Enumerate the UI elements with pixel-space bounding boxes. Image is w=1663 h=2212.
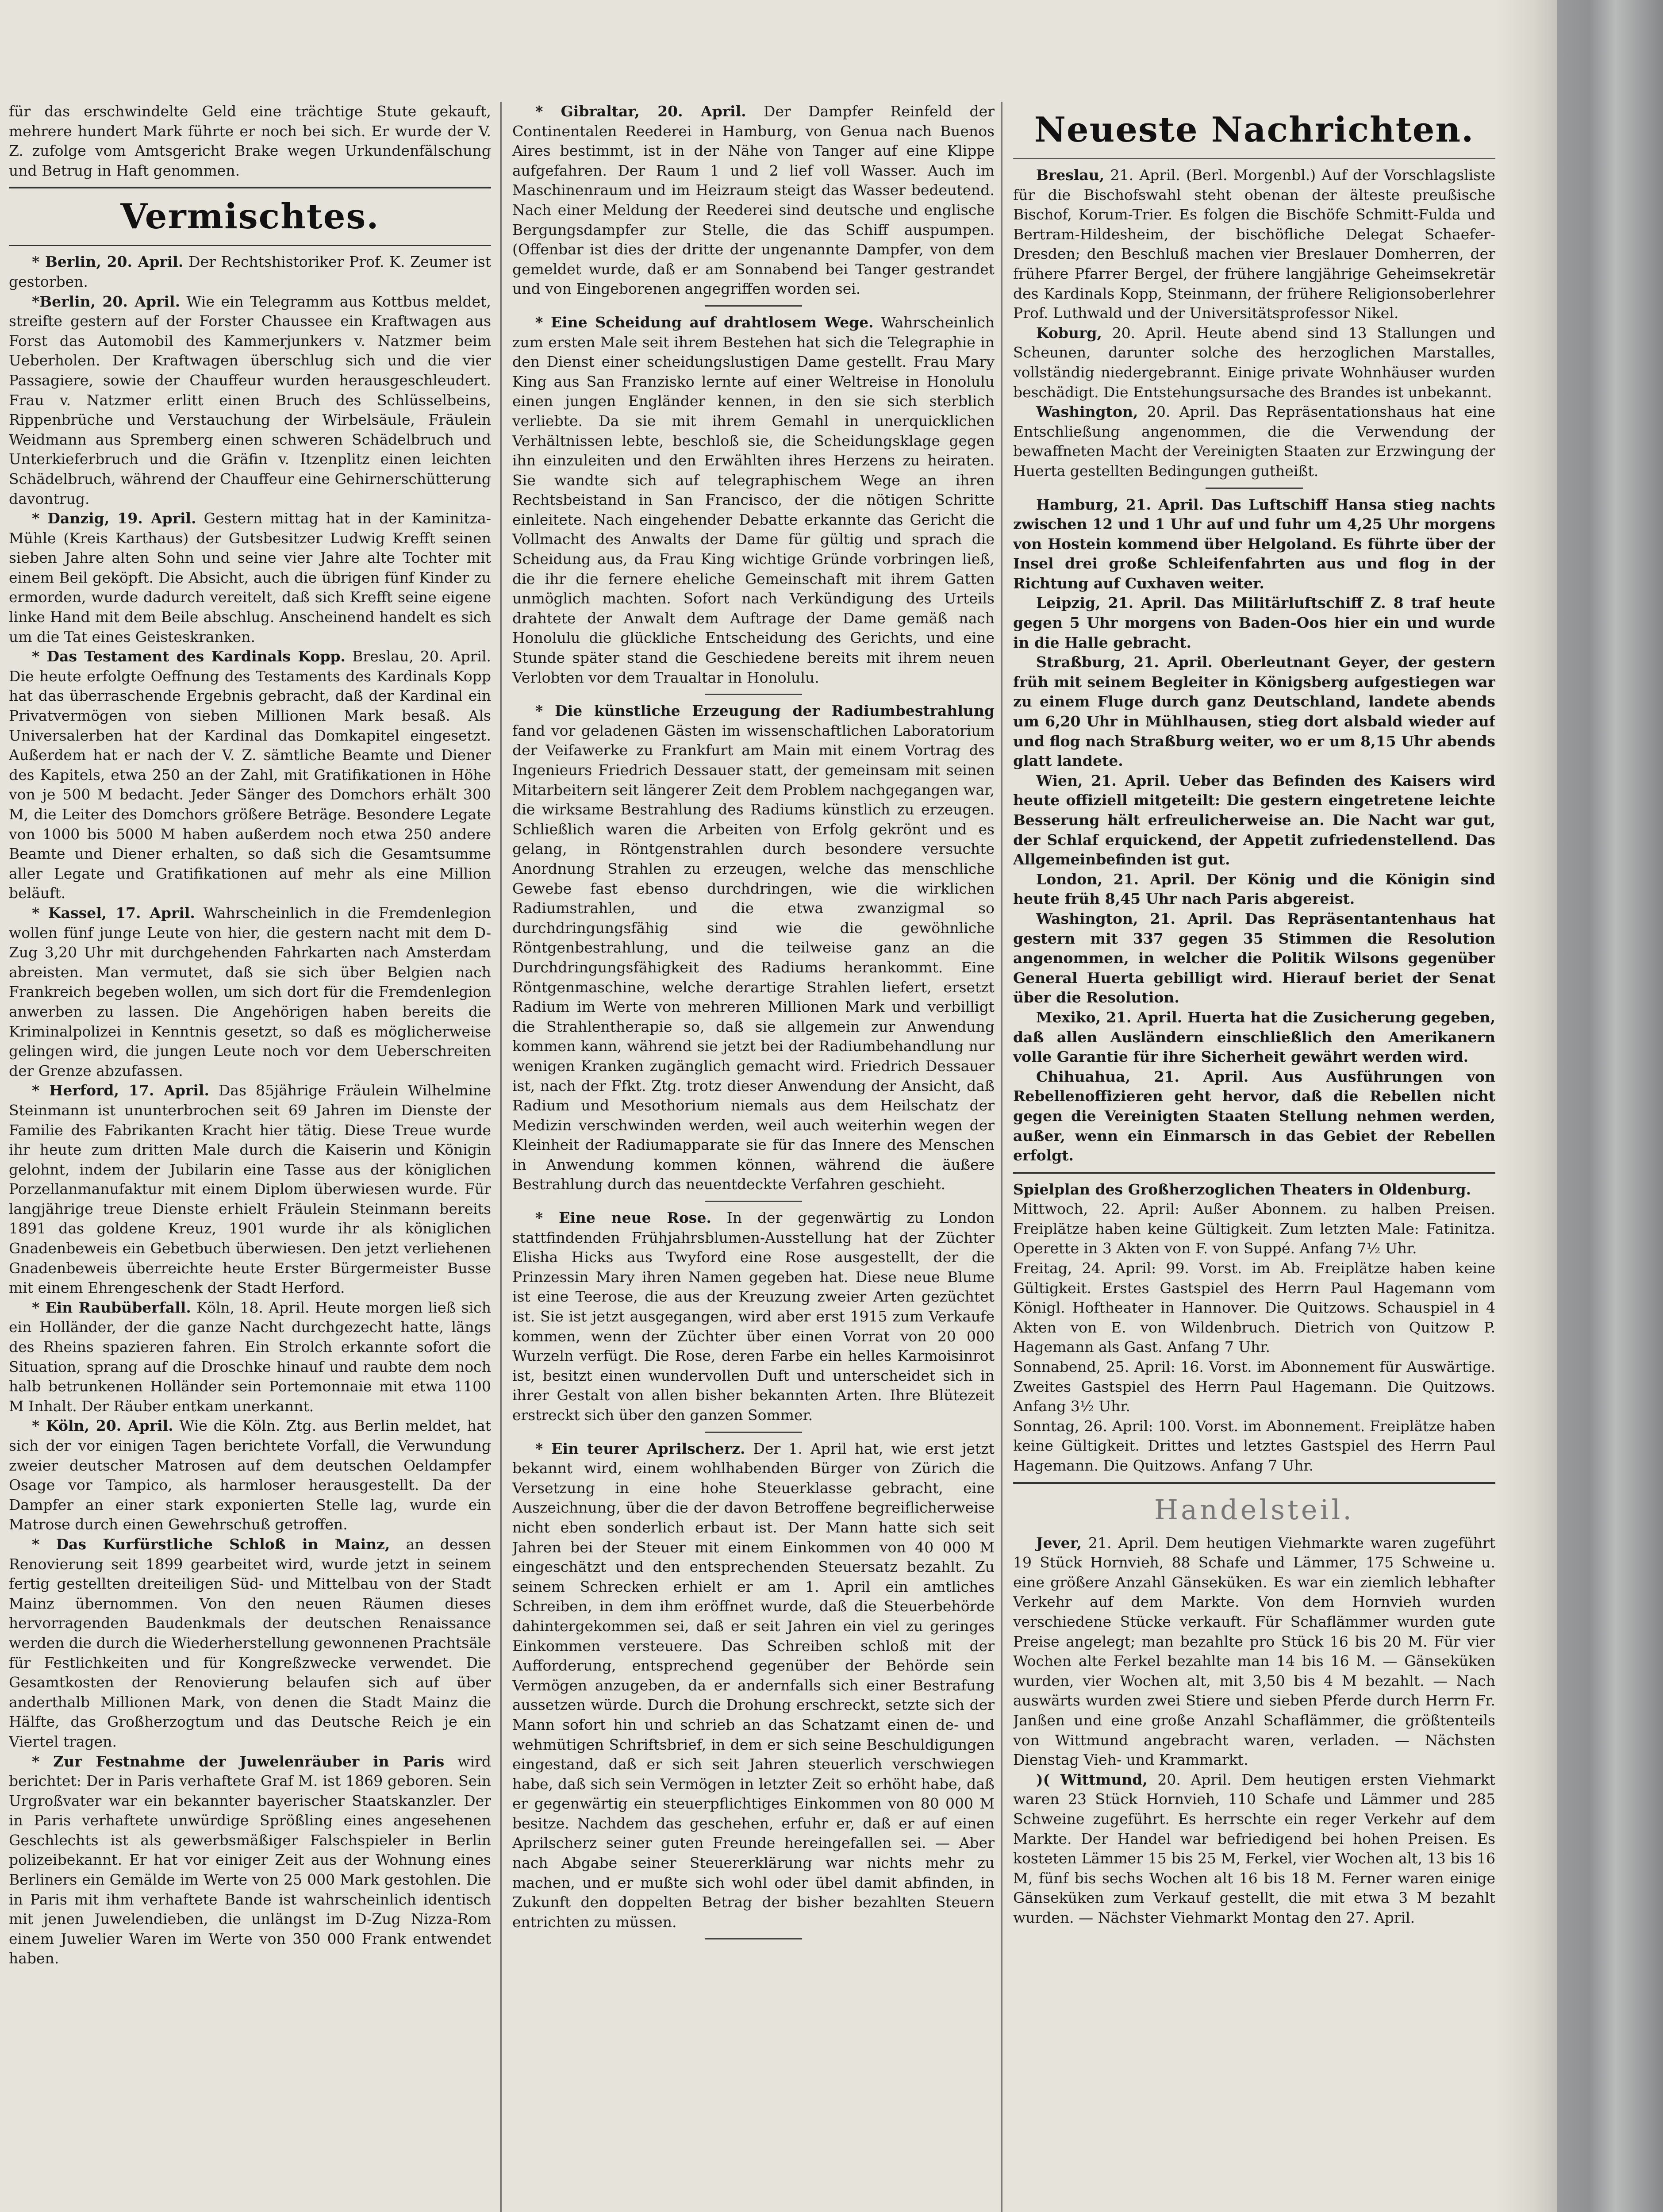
news-text: Gestern mittag hat in der Kaminitza-Mühle (Kreis Karthaus) der Gutsbesitzer Ludwig Krefft seinen sieben Jahre alten Sohn und seine vier Jahre alte Tochter mit einem Beil geköpft. Die Absicht, auch die übrigen fünf Kinder zu ermorden, wurde dadurch vereitelt, daß sich Krefft seine eigene linke Hand mit dem Beile abschlug. Anscheinend handelt es sich um die Tat eines Geisteskranken. [9,510,491,645]
news-lead: * Danzig, 19. April. [32,510,196,527]
section-heading-handelsteil: Handelsteil. [1154,1493,1354,1526]
theater-entry: Mittwoch, 22. April: Außer Abonnem. zu halben Preisen. Freiplätze haben keine Gültigkeit. Zum letzten Male: Fatinitza. Operette in 3 Akten von F. von Suppé. Anfang 7½ Uhr. [1013,1200,1495,1257]
news-item [1013,1067,1495,1166]
section-heading-vermischtes: Vermischtes. [120,196,380,237]
news-item [9,292,491,509]
divider [9,187,491,188]
news-item [512,701,995,1194]
news-lead: *Berlin, 20. April. [32,292,181,310]
news-item [1013,771,1495,870]
news-text: 20. April. Heute abend sind 13 Stallungen und Scheunen, darunter solche des herzoglichen Marstalles, vollständig niedergebrannt. Einige private Wohnhäuser wurden beschädigt. Die Entstehungsursache des Brandes ist unbekannt. [1013,324,1495,401]
news-lead: Hamburg, [1036,495,1119,513]
news-item [1013,165,1495,323]
theater-entry: Freitag, 24. April: 99. Vorst. im Ab. Freiplätze haben keine Gültigkeit. Erstes Gastspiel des Herrn Paul Hagemann vom Königl. Hoftheater in Hannover. Die Quitzows. Schauspiel in 4 Akten von E. von Wildenbruch. Dietrich von Quitzow P. Hagemann als Gast. Anfang 7 Uhr. [1013,1260,1495,1356]
news-lead: * Gibraltar, 20. April. [535,103,746,120]
news-lead: Leipzig, [1036,594,1101,612]
divider [1206,488,1303,489]
news-lead: * Die künstliche Erzeugung der Radiumbestrahlung [535,702,995,720]
column-divider [500,102,502,2212]
divider [705,1432,802,1433]
news-item [512,1439,995,1932]
news-text: 20. April. Das Repräsentationshaus hat eine Entschließung angenommen, die die Verwendung der bewaffneten Macht der Vereinigten Staaten zur Erzwingung der Huerta gestellten Bedingungen gutheißt. [1013,403,1495,480]
section-heading-neueste-nachrichten: Neueste Nachrichten. [1034,110,1475,150]
divider [705,1938,802,1939]
news-text: Der Dampfer Reinfeld der Continentalen Reederei in Hamburg, von Genua nach Buenos Aires bestimmt, ist in der Nähe von Tanger auf eine Klippe aufgefahren. Der Raum 1 und 2 lief voll Wasser. Auch im Maschinenraum und im Heizraum steigt das Wasser bedeutend. Nach einer Meldung der Reederei sind deutsche und englische Bergungsdampfer zur Stelle, die das Schiff auspumpen. (Offenbar ist dies der dritte der ungenannte Dampfer, von dem gemeldet wurde, daß er am Sonnabend bei Tanger gestrandet und von Eingeborenen angegriffen worden sei. [512,103,995,298]
news-text: 21. April. Dem heutigen Viehmarkte waren zugeführt 19 Stück Hornvieh, 88 Schafe und Lämmer, 175 Schweine u. eine größere Anzahl Gänseküken. Es war ein ziemlich lebhafter Verkehr auf dem Markte. Von dem Hornvieh wurden verschiedene Stücke verkauft. Für Schaflämmer wurden gute Preise angelegt; man bezahlte pro Stück 16 bis 20 M. Für vier Wochen alte Ferkel bezahlte man 14 bis 16 M. — Gänseküken wurden, vier Wochen alt, mit 3,50 bis 4 M bezahlt. — Nach auswärts wurden zwei Stiere und sieben Pferde durch Herrn Fr. Janßen und eine große Anzahl Schaflämmer, die größtenteils von Wittmund angebracht waren, verladen. — Nächsten Dienstag Vieh- und Krammarkt. [1013,1534,1495,1769]
news-item [1013,402,1495,481]
news-text: an dessen Renovierung seit 1899 gearbeitet wird, wurde jetzt in seinem fertig gestellten dreiteiligen Süd- und Mittelbau von der Stadt Mainz übernommen. Von den neuen Räumen dieses hervorragenden Baudenkmals der deutschen Renaissance werden die durch die Wiederherstellung gewonnenen Prachtsäle für Festlichkeiten und für Kongreßzwecke verwendet. Die Gesamtkosten der Renovierung belaufen sich auf über anderthalb Millionen Mark, von denen die Stadt Mainz die Hälfte, das Großherzogtum und das Deutsche Reich je ein Viertel tragen. [9,1535,491,1750]
divider [1013,1172,1495,1174]
news-item [9,1298,491,1417]
news-lead: * Ein teurer Aprilscherz. [535,1440,745,1457]
intro-paragraph: für das erschwindelte Geld eine trächtige Stute gekauft, mehrere hundert Mark führte er noch bei sich. Er wurde der V. Z. zufolge vom Amtsgericht Brake wegen Urkundenfälschung und Betrug in Haft genommen. [9,103,491,179]
divider [705,694,802,695]
news-lead: * Das Kurfürstliche Schloß in Mainz, [32,1535,390,1553]
news-lead: * Eine neue Rose. [535,1209,711,1227]
news-text: 20. April. Dem heutigen ersten Viehmarkt waren 23 Stück Hornvieh, 110 Schafe und Lämmer und 285 Schweine zugeführt. Es herrschte ein reger Verkehr auf dem Markte. Der Handel war befriedigend bei hohen Preisen. Es kosteten Lämmer 15 bis 25 M, Ferkel, vier Wochen alt, 13 bis 16 M, fünf bis sechs Wochen alt 16 bis 18 M. Ferner waren einige Gänseküken zum Verkauf gestellt, die mit etwa 3 M bezahlt wurden. — Nächster Viehmarkt Montag den 27. April. [1013,1770,1495,1926]
news-text: 21. April. Oberleutnant Geyer, der gestern früh mit seinem Begleiter in Königsberg aufgestiegen war zu einem Fluge durch ganz Deutschland, landete abends um 6,20 Uhr in Mühlhausen, stieg dort alsbald wieder auf und flog nach Straßburg weiter, wo er um 8,15 Uhr abends glatt landete. [1013,653,1495,770]
news-item [9,1416,491,1535]
news-lead: )( Wittmund, [1036,1770,1148,1788]
divider [705,1201,802,1202]
news-lead: * Das Testament des Kardinals Kopp. [32,648,346,665]
news-item [1013,653,1495,771]
theater-entry: Sonnabend, 25. April: 16. Vorst. im Abonnement für Auswärtige. Zweites Gastspiel des Herrn Paul Hagemann. Die Quitzows. Anfang 3½ Uhr. [1013,1358,1495,1415]
news-item [1013,323,1495,402]
news-lead: Mexiko, [1036,1008,1101,1026]
news-item [9,252,491,292]
divider [1013,158,1495,159]
news-lead: * Kassel, 17. April. [32,904,195,922]
news-text: Der 1. April hat, wie erst jetzt bekannt wird, einem wohlhabenden Bürger von Zürich die Versetzung in eine hohe Steuerklasse gebracht, eine Auszeichnung, über die der davon Betroffene begreiflicherweise nicht eben sonderlich erbaut ist. Der Mann hatte sich seit Jahren bei der Steuer mit einem Einkommen von 40 000 M eingeschätzt und den entsprechenden Steuersatz bezahlt. Zu seinem Schrecken erhielt er am 1. April ein amtliches Schreiben, in dem ihm eröffnet wurde, daß die Steuerbehörde dahintergekommen sei, daß er seit Jahren ein viel zu geringes Einkommen versteuere. Das Schreiben schloß mit der Aufforderung, entsprechend gegenüber der Behörde sein Vermögen anzugeben, da er andernfalls sich einer Bestrafung aussetzen würde. Durch die Drohung erschreckt, setzte sich der Mann sofort hin und schrieb an das Schatzamt einen de- und wehmütigen Schriftsbrief, in dem er sich seine Beschuldigungen eingestand, daß er sich seit Jahren steuerlich verschwiegen habe, daß sich sein Vermögen in letzter Zeit so erhöht habe, daß er gegenwärtig ein steuerpflichtiges Einkommen von 80 000 M besitze. Nachdem das geschehen, erfuhr er, daß er auf einen Aprilscherz seiner guten Freunde hereingefallen sei. — Aber nach Abgabe seiner Steuererklärung war nichts mehr zu machen, und er mußte sich wohl oder übel damit abfinden, in Zukunft den doppelten Betrag der bisher bezahlten Steuern entrichten zu müssen. [512,1440,995,1931]
news-lead: Chihuahua, [1036,1068,1131,1085]
news-item [512,313,995,687]
news-item [9,903,491,1081]
divider [1013,1482,1495,1484]
news-text: wird berichtet: Der in Paris verhaftete Graf M. ist 1869 geboren. Sein Urgroßvater war ein bekannter bayerischer Staatskanzler. Der in Paris verhaftete unwürdige Sprößling eines angesehenen Geschlechts ist als gewerbsmäßiger Falschspieler in Berlin polizeibekannt. Er hat vor einiger Zeit aus der Wohnung eines Berliners ein Gemälde im Werte von 25 000 Mark gestohlen. Die in Paris mit ihm verhaftete Bande ist wahrscheinlich identisch mit jenen Juwelendieben, die unlängst im D-Zug Nizza-Rom einem Juwelier Waren im Werte von 350 000 Frank entwendet haben. [9,1752,491,1967]
news-item [1013,870,1495,909]
news-lead: * Ein Raubüberfall. [32,1298,191,1316]
theater-title: Spielplan des Großherzoglichen Theaters in Oldenburg. [1013,1180,1471,1198]
page-fold-shadow [1495,0,1557,2212]
news-lead: * Eine Scheidung auf drahtlosem Wege. [535,313,874,331]
news-text: Wie ein Telegramm aus Kottbus meldet, streifte gestern auf der Forster Chaussee ein Kraftwagen aus Forst das Automobil des Kammerjunkers v. Natzmer beim Ueberholen. Der Kraftwagen überschlug sich und die vier Passagiere, sowie der Chauffeur wurden herausgeschleudert. Frau v. Natzmer erlitt einen Bruch des Schlüsselbeins, Rippenbrüche und Verstauchung der Wirbelsäule, Fräulein Weidmann aus Spremberg einen schweren Schädelbruch und Unterkieferbruch und die Gräfin v. Itzenplitz einen leichten Schädelbruch, während der Chauffeur eine Gehirnerschütterung davontrug. [9,292,491,507]
news-item [9,1081,491,1298]
news-text: fand vor geladenen Gästen im wissenschaftlichen Laboratorium der Veifawerke zu Frankfurt am Main mit einem Vortrag des Ingenieurs Friedrich Dessauer statt, der gemeinsam mit seinen Mitarbeitern seit längerer Zeit dem Problem nachgegangen war, die wirksame Bestrahlung des Radiums künstlich zu erzeugen. Schließlich waren die Arbeiten von Erfolg gekrönt und es gelang, in Röntgenstrahlen durch besondere versuchte Anordnung Strahlen zu erzeugen, welche das menschliche Gewebe fast ebenso durchdringen, wie die wirklichen Radiumstrahlen, und die etwa zwanzigmal so durchdringungsfähig sind wie die gewöhnliche Röntgenbestrahlung, und die teilweise ganz an die Durchdringungsfähigkeit des Radiums herankommt. Eine Röntgenmaschine, welche derartige Strahlen liefert, ersetzt Radium im Werte von mehreren Millionen Mark und verbilligt die Strahlentherapie so, daß sie allgemein zur Anwendung kommen kann, während sie jetzt bei der Radiumbehandlung nur wenigen Kranken zugänglich gemacht wird. Friedrich Dessauer ist, nach der Ffkt. Ztg. trotz dieser Anwendung der Ansicht, daß Radium und Mesothorium niemals aus dem Heilschatz der Medizin verschwinden werden, weil auch weiterhin wegen der Kleinheit der Radiumapparate sie für das Innere des Menschen in Anwendung kommen können, während die äußere Bestrahlung durch das neuentdeckte Verfahren geschieht. [512,722,995,1193]
news-text: In der gegenwärtig zu London stattfindenden Frühjahrsblumen-Ausstellung hat der Züchter Elisha Hicks aus Twyford eine Rose ausgestellt, der die Prinzessin Mary ihren Namen gegeben hat. Diese neue Blume ist eine Teerose, die aus der Kreuzung zweier Arten gezüchtet ist. Sie ist jetzt ausgegangen, wird aber erst 1915 zum Verkaufe kommen, wenn der Züchter über einen Vorrat von 20 000 Wurzeln verfügt. Die Rose, deren Farbe ein helles Karmoisinrot ist, besitzt einen wundervollen Duft und unterscheidet sich in ihrer Gestalt von allen bisher bekannten Arten. Ihre Blütezeit erstreckt sich über den ganzen Sommer. [512,1209,995,1424]
news-lead: Washington, [1036,403,1138,421]
news-item [1013,1008,1495,1067]
news-text: 21. April. (Berl. Morgenbl.) Auf der Vorschlagsliste für die Bischofswahl steht obenan der älteste preußische Bischof, Korum-Trier. Es folgen die Bischöfe Schmitt-Fulda und Bertram-Hildesheim, der bischöfliche Delegat Schaefer-Dresden; den Beschluß machen vier Breslauer Domherren, der frühere Pfarrer Bergel, der frühere langjährige Geheimsekretär des Kardinals Kopp, Steinmann, der frühere Religionsoberlehrer Prof. Luthwald und der Universitätsprofessor Nikel. [1013,166,1495,322]
news-lead: Koburg, [1036,324,1102,342]
news-item [1013,1770,1495,1928]
divider [705,305,802,307]
news-lead: Washington, [1036,910,1138,927]
news-lead: * Herford, 17. April. [32,1082,209,1099]
news-item [9,1752,491,1969]
news-text: Köln, 18. April. Heute morgen ließ sich ein Holländer, der die ganze Nacht durchgezecht hatte, längs des Rheins spazieren fahren. Ein Strolch erkannte sofort die Situation, sprang auf die Droschke hinauf und raubte dem noch halb betrunkenen Holländer sein Portemonnaie mit etwa 1100 M Inhalt. Der Räuber entkam unerkannt. [9,1298,491,1415]
news-text: Wahrscheinlich in die Fremdenlegion wollen fünf junge Leute von hier, die gestern nacht mit dem D-Zug 3,20 Uhr mit durchgehenden Fahrkarten nach Amsterdam abreisten. Man vermutet, daß sie sich über Belgien nach Frankreich begeben wollen, um sich dort für die Fremdenlegion anwerben zu lassen. Die Angehörigen haben bereits die Kriminalpolizei in Kenntnis gesetzt, so daß es möglicherweise gelingen wird, die jungen Leute noch vor dem Ueberschreiten der Grenze abzufassen. [9,904,491,1079]
news-item [9,509,491,647]
news-lead: Wien, [1036,772,1083,789]
column-divider [1001,102,1002,2212]
book-edge [1557,0,1663,2212]
news-text: Wie die Köln. Ztg. aus Berlin meldet, hat sich der vor einigen Tagen berichtete Vorfall, die Verwundung zweier deutscher Matrosen auf dem deutschen Oeldampfer Osage vor Tampico, als harmloser herausgestellt. Da der Dampfer an einer stark exponierten Stelle lag, wurde ein Matrose durch einen Gewehrschuß getroffen. [9,1417,491,1533]
theater-entry: Sonntag, 26. April: 100. Vorst. im Abonnement. Freiplätze haben keine Gültigkeit. Drittes und letztes Gastspiel des Herrn Paul Hagemann. Die Quitzows. Anfang 7 Uhr. [1013,1417,1495,1474]
news-text: 21. April. Huerta hat die Zusicherung gegeben, daß allen Ausländern einschließlich den Amerikanern volle Garantie für ihre Sicherheit gewährt werden wird. [1013,1008,1495,1066]
news-text: 21. April. Das Repräsentantenhaus hat gestern mit 337 gegen 35 Stimmen die Resolution angenommen, in welcher die Politik Wilsons gegenüber General Huerta gebilligt wird. Hierauf beriet der Senat über die Resolution. [1013,910,1495,1006]
news-text: Der Rechtshistoriker Prof. K. Zeumer ist gestorben. [9,253,491,290]
news-lead: Jever, [1036,1534,1082,1551]
news-item [1013,909,1495,1008]
column-middle [512,102,995,2212]
news-lead: Breslau, [1036,166,1105,184]
news-item [1013,1533,1495,1770]
news-item [1013,495,1495,594]
news-text: 21. April. Das Militärluftschiff Z. 8 traf heute gegen 5 Uhr morgens von Baden-Oos hier ein und wurde in die Halle gebracht. [1013,594,1495,651]
news-text: Das 85jährige Fräulein Wilhelmine Steinmann ist ununterbrochen seit 69 Jahren im Dienste der Familie des Fabrikanten Kracht hier tätig. Diese Treue wurde ihr heute zum dritten Male durch die Kaiserin und Königin gelohnt, indem der Jubilarin eine Tasse aus der königlichen Porzellanmanufaktur mit einem Diplom überwiesen wurde. Für langjährige treue Dienste erhielt Fräulein Steinmann bereits 1891 das goldene Kreuz, 1901 wurde ihr als königlichen Gnadenbeweis ein Gebetbuch überwiesen. Den jetzt verliehenen Gnadenbeweis überreichte heute Erster Bürgermeister Busse mit einem Ehrengeschenk der Stadt Herford. [9,1082,491,1297]
news-item [512,1208,995,1425]
news-lead: * Zur Festnahme der Juwelenräuber in Paris [32,1752,445,1770]
column-right [1013,102,1495,2212]
news-lead: London, [1036,870,1102,888]
news-text: 21. April. Der König und die Königin sind heute früh 8,45 Uhr nach Paris abgereist. [1013,870,1495,908]
news-item [1013,593,1495,653]
column-left [9,102,491,2212]
news-text: Breslau, 20. April. Die heute erfolgte Oeffnung des Testaments des Kardinals Kopp hat das überraschende Ergebnis gebracht, daß der Kardinal ein Privatvermögen von sieben Millionen Mark besaß. Als Universalerben hat der Kardinal das Domkapitel eingesetzt. Außerdem hat er nach der V. Z. sämtliche Beamte und Diener des Kapitels, etwa 250 an der Zahl, mit Gratifikationen in Höhe von je 500 M bedacht. Jeder Sänger des Domchors erhält 300 M, die Leiter des Domchors größere Beträge. Besondere Legate von 1000 bis 5000 M haben außerdem noch etwa 250 andere Beamte und Diener erhalten, so daß sich die Gesamtsumme aller Legate und Gratifikationen auf mehr als eine Million beläuft. [9,648,491,902]
news-item [9,1535,491,1752]
telegram-block [1013,495,1495,1166]
news-lead: * Köln, 20. April. [32,1417,173,1435]
news-item [512,102,995,299]
news-lead: * Berlin, 20. April. [32,253,184,271]
divider [9,245,491,246]
news-item [9,647,491,903]
news-text: Wahrscheinlich zum ersten Male seit ihrem Bestehen hat sich die Telegraphie in den Dienst einer scheidungslustigen Dame gestellt. Frau Mary King aus San Franzisko lernte auf einer Weltreise in Honolulu einen jungen Engländer kennen, in den sie sich sterblich verliebte. Da sie mit ihrem Gemahl in unerquicklichen Verhältnissen lebte, beschloß sie, die Scheidungsklage gegen ihn einzuleiten und den Erwählten ihres Herzens zu heiraten. Sie wandte sich auf telegraphischem Wege an ihren Rechtsbeistand in San Francisco, der die nötigen Schritte einleitete. Nach eingehender Debatte erkannte das Gericht die Vollmacht des Anwalts der Dame für gültig und sprach die Scheidung aus, da Frau King wichtige Gründe vorbringen ließ, die ihr die fernere eheliche Gemeinschaft mit ihrem Gatten unmöglich machten. Sofort nach Verkündigung des Urteils drahtete der Anwalt dem Auftrage der Dame gemäß nach Honolulu die glückliche Entscheidung des Gerichts, und eine Stunde später stand die Geschiedene bereits mit ihrem neuen Verlobten vor dem Traualtar in Honolulu. [512,313,995,686]
news-text: 21. April. Ueber das Befinden des Kaisers wird heute offiziell mitgeteilt: Die gestern eingetretene leichte Besserung hält erfreulicherweise an. Die Nacht war gut, der Schlaf erquickend, der Appetit zufriedenstellend. Das Allgemeinbefinden ist gut. [1013,772,1495,868]
news-text: 21. April. Aus Ausführungen von Rebellenoffizieren geht hervor, daß die Rebellen nicht gegen die Vereinigten Staaten Stellung nehmen werden, außer, wenn ein Einmarsch in das Gebiet der Rebellen erfolgt. [1013,1068,1495,1164]
news-lead: Straßburg, [1036,653,1125,671]
news-text: 21. April. Das Luftschiff Hansa stieg nachts zwischen 12 und 1 Uhr auf und fuhr um 4,25 Uhr morgens von Hostein kommend über Helgoland. Es führte über der Insel drei große Schleifenfahrten aus und flog in der Richtung auf Cuxhaven weiter. [1013,495,1495,592]
